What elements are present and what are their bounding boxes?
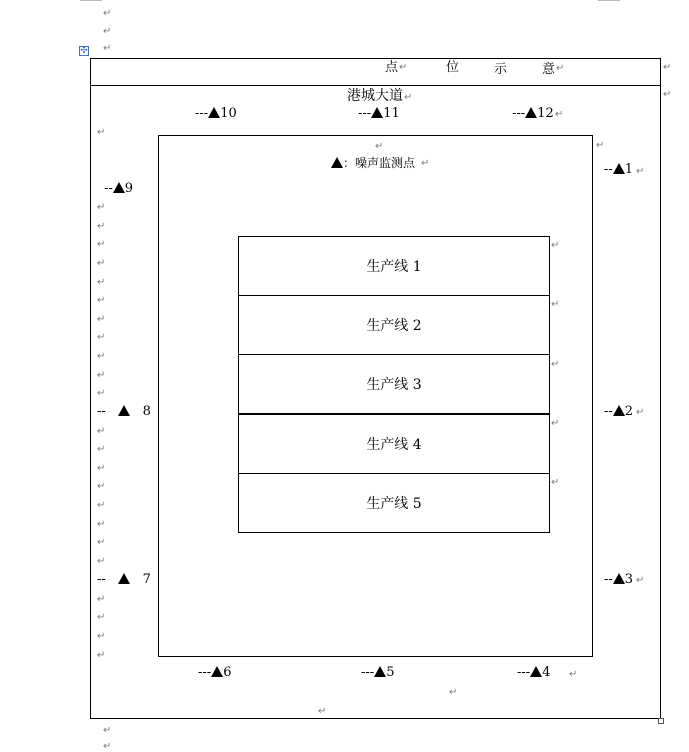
paragraph-mark: ↵ xyxy=(97,500,106,511)
paragraph-mark: ↵ xyxy=(97,556,106,567)
paragraph-mark: ↵ xyxy=(556,63,565,74)
paragraph-mark: ↵ xyxy=(421,158,430,169)
monitoring-point-5: --- 5 xyxy=(361,665,395,680)
triangle-marker-icon xyxy=(211,666,223,677)
table-resize-handle[interactable] xyxy=(658,718,664,724)
paragraph-mark: ↵ xyxy=(97,370,106,381)
paragraph-mark: ↵ xyxy=(97,239,106,250)
paragraph-mark: ↵ xyxy=(375,141,384,152)
title-cell[interactable] xyxy=(90,58,661,86)
paragraph-mark: ↵ xyxy=(551,359,560,370)
paragraph-mark: ↵ xyxy=(97,388,106,399)
triangle-marker-icon xyxy=(613,573,625,584)
paragraph-mark: ↵ xyxy=(636,575,645,586)
production-line-4[interactable]: 生产线 4 xyxy=(238,414,550,474)
paragraph-mark: ↵ xyxy=(97,594,106,605)
triangle-marker-icon xyxy=(613,405,625,416)
paragraph-mark: ↵ xyxy=(449,687,458,698)
paragraph-mark: ↵ xyxy=(97,631,106,642)
paragraph-mark: ↵ xyxy=(636,407,645,418)
paragraph-mark: ↵ xyxy=(97,650,106,661)
triangle-marker-icon xyxy=(613,163,625,174)
title-char: 示 xyxy=(494,62,508,77)
triangle-marker-icon xyxy=(208,107,220,118)
monitoring-point-4: --- 4 xyxy=(517,665,551,680)
triangle-marker-icon xyxy=(118,573,130,584)
paragraph-mark: ↵ xyxy=(97,444,106,455)
triangle-marker-icon xyxy=(331,157,343,168)
paragraph-mark: ↵ xyxy=(103,725,112,736)
paragraph-mark: ↵ xyxy=(103,741,112,752)
paragraph-mark: ↵ xyxy=(97,519,106,530)
page-edge-left xyxy=(80,0,102,1)
paragraph-mark: ↵ xyxy=(663,89,672,100)
paragraph-mark: ↵ xyxy=(103,8,112,19)
paragraph-mark: ↵ xyxy=(636,166,645,177)
paragraph-mark: ↵ xyxy=(318,706,327,717)
monitoring-point-10: --- 10 xyxy=(195,106,237,121)
paragraph-mark: ↵ xyxy=(97,332,106,343)
paragraph-mark: ↵ xyxy=(663,62,672,73)
title-char: 点 xyxy=(385,60,399,75)
paragraph-mark: ↵ xyxy=(404,92,413,103)
monitoring-point-3: -- 3 xyxy=(604,572,634,587)
production-line-1[interactable]: 生产线 1 xyxy=(238,236,550,296)
paragraph-mark: ↵ xyxy=(97,127,106,138)
paragraph-mark: ↵ xyxy=(569,669,578,680)
monitoring-point-6: --- 6 xyxy=(198,665,232,680)
paragraph-mark: ↵ xyxy=(97,351,106,362)
paragraph-mark: ↵ xyxy=(97,426,106,437)
paragraph-mark: ↵ xyxy=(97,277,106,288)
paragraph-mark: ↵ xyxy=(551,240,560,251)
production-line-2[interactable]: 生产线 2 xyxy=(238,295,550,355)
legend-label: ：噪声监测点 xyxy=(343,156,416,170)
monitoring-point-9: -- 9 xyxy=(104,181,134,196)
paragraph-mark: ↵ xyxy=(97,295,106,306)
triangle-marker-icon xyxy=(118,405,130,416)
monitoring-point-2: -- 2 xyxy=(604,404,634,419)
paragraph-mark: ↵ xyxy=(551,477,560,488)
paragraph-mark: ↵ xyxy=(103,43,112,54)
triangle-marker-icon xyxy=(374,666,386,677)
paragraph-mark: ↵ xyxy=(103,26,112,37)
paragraph-mark: ↵ xyxy=(596,140,605,151)
paragraph-mark: ↵ xyxy=(97,612,106,623)
paragraph-mark: ↵ xyxy=(399,62,408,73)
paragraph-mark: ↵ xyxy=(97,258,106,269)
paragraph-mark: ↵ xyxy=(97,481,106,492)
paragraph-mark: ↵ xyxy=(551,418,560,429)
triangle-marker-icon xyxy=(113,182,125,193)
paragraph-mark: ↵ xyxy=(97,202,106,213)
title-char: 位 xyxy=(446,60,460,75)
triangle-marker-icon xyxy=(525,107,537,118)
paragraph-mark: ↵ xyxy=(97,221,106,232)
paragraph-mark: ↵ xyxy=(97,314,106,325)
monitoring-point-1: -- 1 xyxy=(604,162,634,177)
production-line-5[interactable]: 生产线 5 xyxy=(238,473,550,533)
paragraph-mark: ↵ xyxy=(97,463,106,474)
table-move-handle-icon[interactable]: ✣ xyxy=(80,46,88,56)
monitoring-point-11: --- 11 xyxy=(358,106,400,121)
paragraph-mark: ↵ xyxy=(555,109,564,120)
monitoring-point-7: -- 7 xyxy=(97,572,151,587)
legend xyxy=(331,156,415,170)
monitoring-point-12: --- 12 xyxy=(512,106,554,121)
title-char: 意 xyxy=(542,62,556,77)
page-edge-right xyxy=(598,0,620,1)
paragraph-mark: ↵ xyxy=(551,299,560,310)
paragraph-mark: ↵ xyxy=(97,537,106,548)
triangle-marker-icon xyxy=(371,107,383,118)
road-label: 港城大道 xyxy=(347,88,403,104)
production-line-3[interactable]: 生产线 3 xyxy=(238,354,550,414)
triangle-marker-icon xyxy=(530,666,542,677)
monitoring-point-8: -- 8 xyxy=(97,404,151,419)
